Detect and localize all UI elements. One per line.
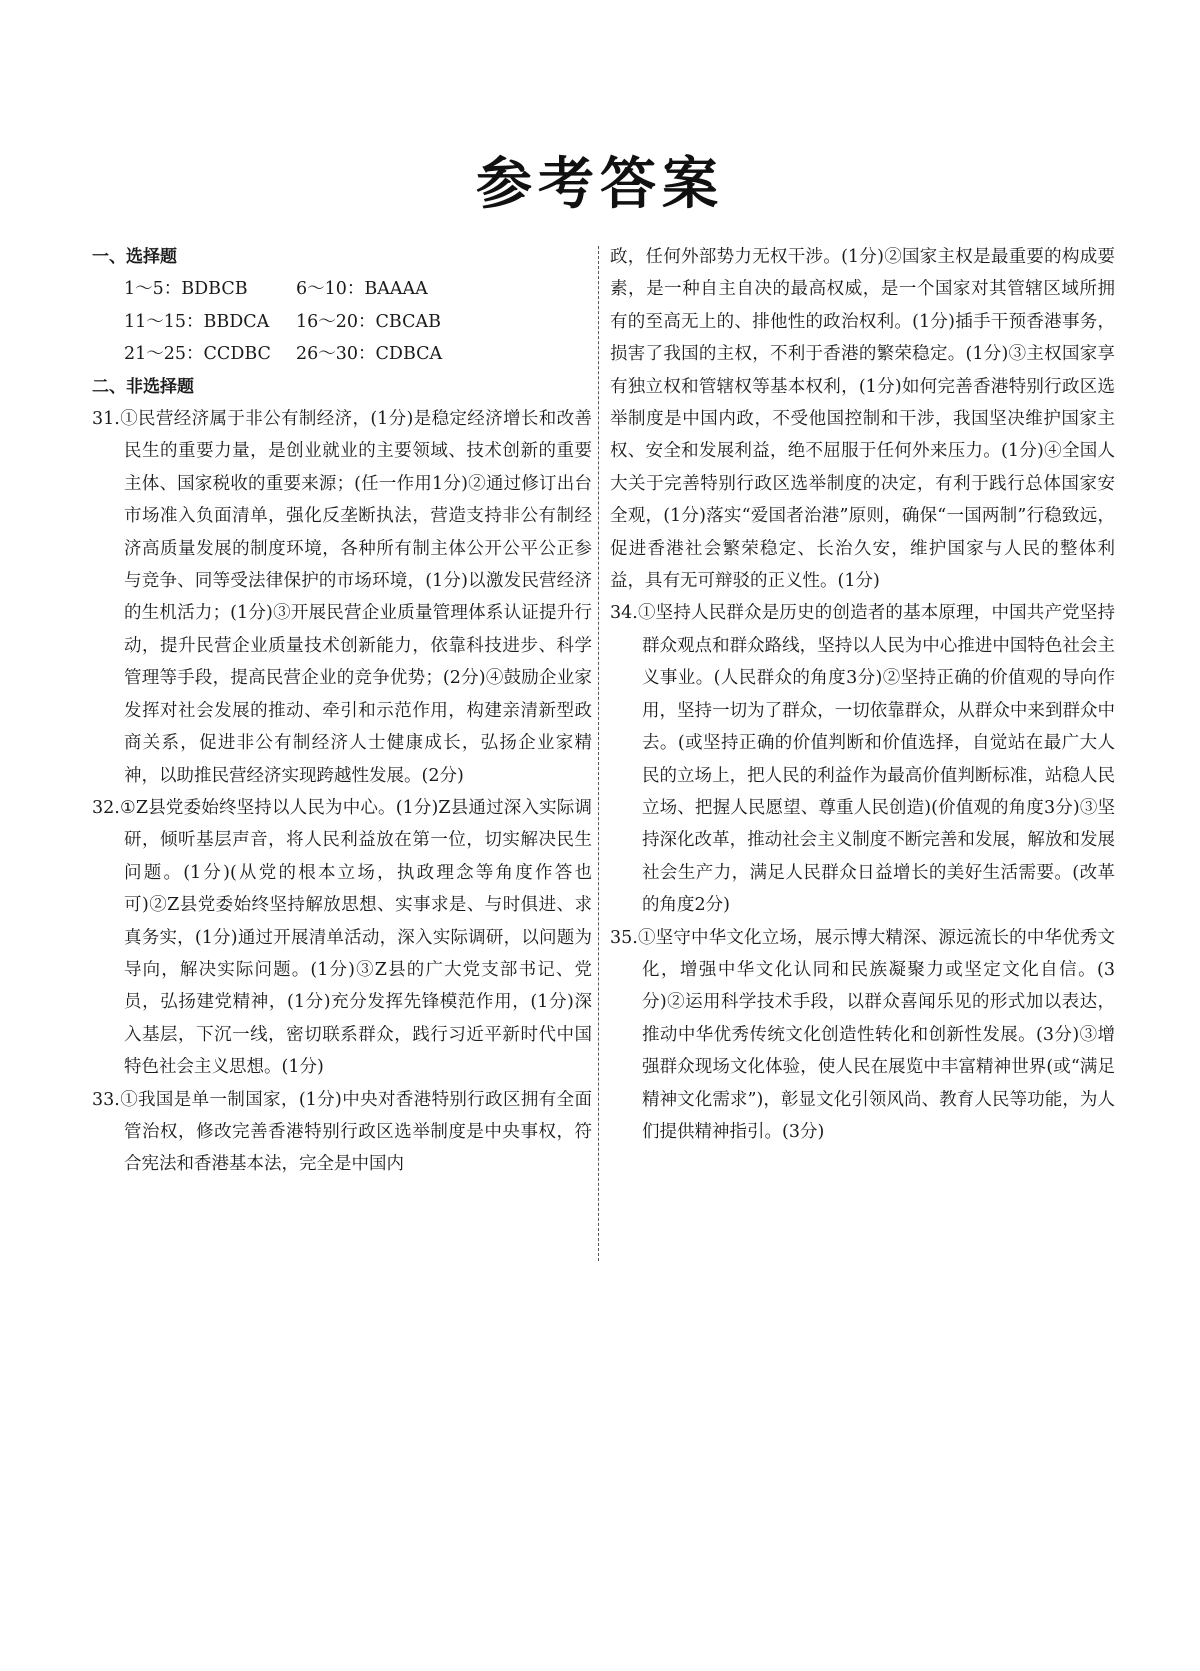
section-heading-choice: 一、选择题 [92,247,177,267]
left-column [92,241,592,1181]
column-divider [598,246,599,1261]
answer-group: 1～5：BDBCB [124,279,248,300]
answer-33-continued: 政，任何外部势力无权干涉。(1分)②国家主权是最重要的构成要素，是一种自主自决的最高权威，是一个国家对其管辖区域所拥有的至高无上的、排他性的政治权利。(1分)插手干预香港事务，损害了我国的主权，不利于香港的繁荣稳定。(1分)③主权国家享有独立权和管辖权等基本权利，(1分)如何完善香港特别行政区选举制度是中国内政，不受他国控制和干涉，我国坚决维护国家主权、安全和发展利益，绝不屈服于任何外来压力。(1分)④全国人大关于完善特别行政区选举制度的决定，有利于践行总体国家安全观，(1分)落实“爱国者治港”原则，确保“一国两制”行稳致远，促进香港社会繁荣稳定、长治久安，维护国家与人民的整体利益，具有无可辩驳的正义性。(1分) [610,247,1115,592]
page-title: 参考答案 [476,152,724,217]
answer-34: 34.①坚持人民群众是历史的创造者的基本原理，中国共产党坚持群众观点和群众路线，坚持以人民为中心推进中国特色社会主义事业。(人民群众的角度3分)②坚持正确的价值观的导向作用，坚持一切为了群众，一切依靠群众，从群众中来到群众中去。(或坚持正确的价值判断和价值选择，自觉站在最广大人民的立场上，把人民的利益作为最高价值判断标准，站稳人民立场、把握人民愿望、尊重人民创造)(价值观的角度3分)③坚持深化改革，推动社会主义制度不断完善和发展，解放和发展社会生产力，满足人民群众日益增长的美好生活需要。(改革的角度2分) [610,603,1115,916]
answer-row [92,306,592,338]
answer-35: 35.①坚守中华文化立场，展示博大精深、源远流长的中华优秀文化，增强中华文化认同和民族凝聚力或坚定文化自信。(3分)②运用科学技术手段，以群众喜闻乐见的形式加以表达，推动中华优秀传统文化创造性转化和创新性发展。(3分)③增强群众现场文化体验，使人民在展览中丰富精神世界(或“满足精神文化需求”)，彰显文化引领风尚、教育人民等功能，为人们提供精神指引。(3分) [610,927,1115,1142]
right-column [610,241,1115,1148]
answer-group: 11～15：BBDCA [124,311,270,332]
answer-group: 21～25：CCDBC [124,344,271,365]
answer-row [92,338,592,370]
answer-group: 26～30：CDBCA [296,344,443,365]
answer-row [92,273,592,305]
answer-33-start: 33.①我国是单一制国家，(1分)中央对香港特别行政区拥有全面管治权，修改完善香港特别行政区选举制度是中央事权，符合宪法和香港基本法，完全是中国内 [92,1089,592,1175]
answer-group: 16～20：CBCAB [296,311,441,332]
answer-31: 31.①民营经济属于非公有制经济，(1分)是稳定经济增长和改善民生的重要力量，是创业就业的主要领域、技术创新的重要主体、国家税收的重要来源；(任一作用1分)②通过修订出台市场准入负面清单，强化反垄断执法，营造支持非公有制经济高质量发展的制度环境，各种所有制主体公开公平公正参与竞争、同等受法律保护的市场环境，(1分)以激发民营经济的生机活力；(1分)③开展民营企业质量管理体系认证提升行动，提升民营企业质量技术创新能力，依靠科技进步、科学管理等手段，提高民营企业的竞争优势；(2分)④鼓励企业家发挥对社会发展的推动、牵引和示范作用，构建亲清新型政商关系，促进非公有制经济人士健康成长，弘扬企业家精神，以助推民营经济实现跨越性发展。(2分) [92,409,592,786]
answer-group: 6～10：BAAAA [296,279,428,300]
section-heading-nonchoice: 二、非选择题 [92,376,194,397]
answer-32: 32.①Z县党委始终坚持以人民为中心。(1分)Z县通过深入实际调研，倾听基层声音，将人民利益放在第一位，切实解决民生问题。(1分)(从党的根本立场，执政理念等角度作答也可)②Z县党委始终坚持解放思想、实事求是、与时俱进、求真务实，(1分)通过开展清单活动，深入实际调研，以问题为导向，解决实际问题。(1分)③Z县的广大党支部书记、党员，弘扬建党精神，(1分)充分发挥先锋模范作用，(1分)深入基层，下沉一线，密切联系群众，践行习近平新时代中国特色社会主义思想。(1分) [92,797,592,1078]
